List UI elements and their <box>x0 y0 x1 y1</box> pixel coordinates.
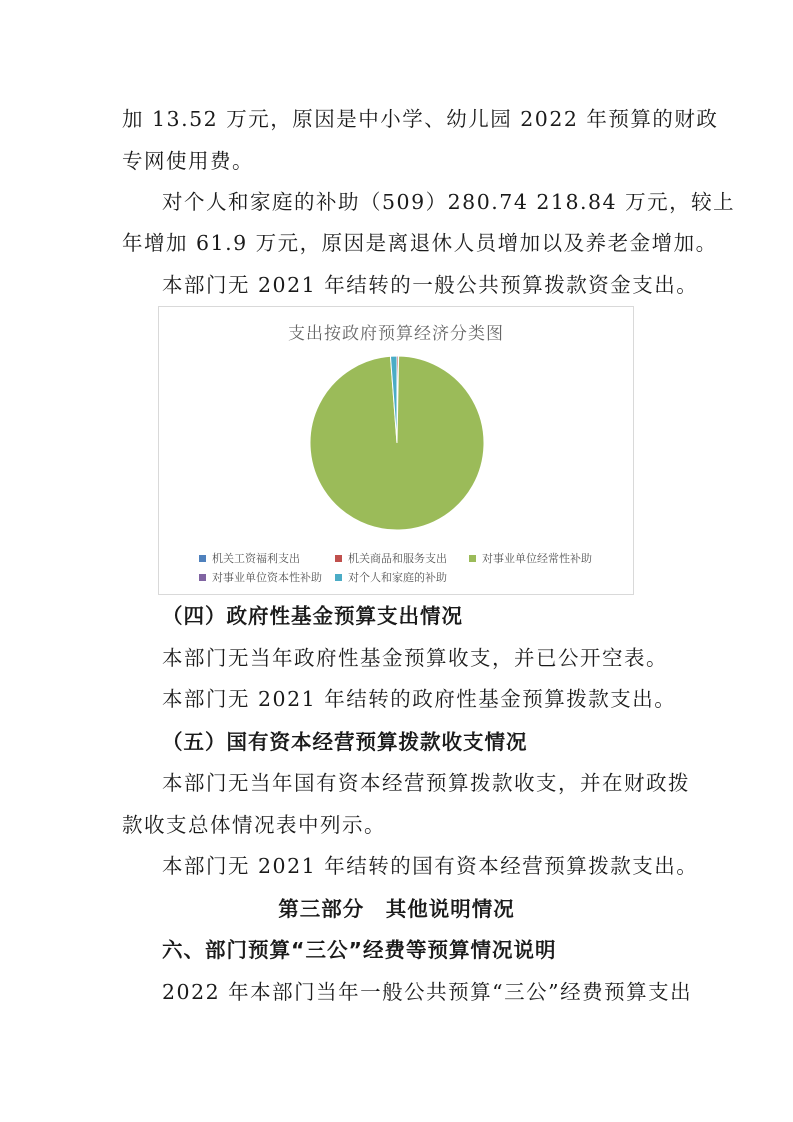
paragraph-line: 2022 年本部门当年一般公共预算“三公”经费预算支出 <box>162 980 693 1004</box>
legend-swatch <box>335 555 342 562</box>
paragraph-line: 年增加 61.9 万元，原因是离退休人员增加以及养老金增加。 <box>122 231 718 255</box>
paragraph-line: 款收支总体情况表中列示。 <box>122 813 386 837</box>
legend-swatch <box>335 574 342 581</box>
section-heading: 六、部门预算“三公”经费等预算情况说明 <box>162 938 557 962</box>
paragraph-line: 本部门无当年政府性基金预算收支，并已公开空表。 <box>162 646 668 670</box>
paragraph-line: 对个人和家庭的补助（509）280.74 218.84 万元，较上 <box>162 190 736 214</box>
section-heading: （五）国有资本经营预算拨款收支情况 <box>162 730 528 754</box>
legend-swatch <box>199 555 206 562</box>
legend-label: 机关商品和服务支出 <box>348 552 447 565</box>
legend-item <box>199 569 322 585</box>
section-heading: （四）政府性基金预算支出情况 <box>162 604 463 628</box>
paragraph-line: 加 13.52 万元，原因是中小学、幼儿园 2022 年预算的财政 <box>122 107 719 131</box>
paragraph-line: 专网使用费。 <box>122 149 254 173</box>
legend-label: 对事业单位资本性补助 <box>212 571 322 584</box>
pie-chart <box>158 306 634 595</box>
legend-swatch <box>469 555 476 562</box>
paragraph-line: 本部门无 2021 年结转的一般公共预算拨款资金支出。 <box>162 273 699 297</box>
chart-title: 支出按政府预算经济分类图 <box>288 324 504 344</box>
part-heading: 第三部分 其他说明情况 <box>278 897 515 921</box>
paragraph-line: 本部门无 2021 年结转的政府性基金预算拨款支出。 <box>162 687 677 711</box>
legend-label: 对事业单位经常性补助 <box>482 552 592 565</box>
legend-swatch <box>199 574 206 581</box>
legend-item <box>469 550 592 566</box>
legend-label: 对个人和家庭的补助 <box>348 571 447 584</box>
legend-item <box>335 550 447 566</box>
legend-label: 机关工资福利支出 <box>212 552 300 565</box>
legend-item <box>335 569 447 585</box>
legend-item <box>199 550 300 566</box>
paragraph-line: 本部门无 2021 年结转的国有资本经营预算拨款支出。 <box>162 854 699 878</box>
paragraph-line: 本部门无当年国有资本经营预算拨款收支，并在财政拨 <box>162 771 690 795</box>
